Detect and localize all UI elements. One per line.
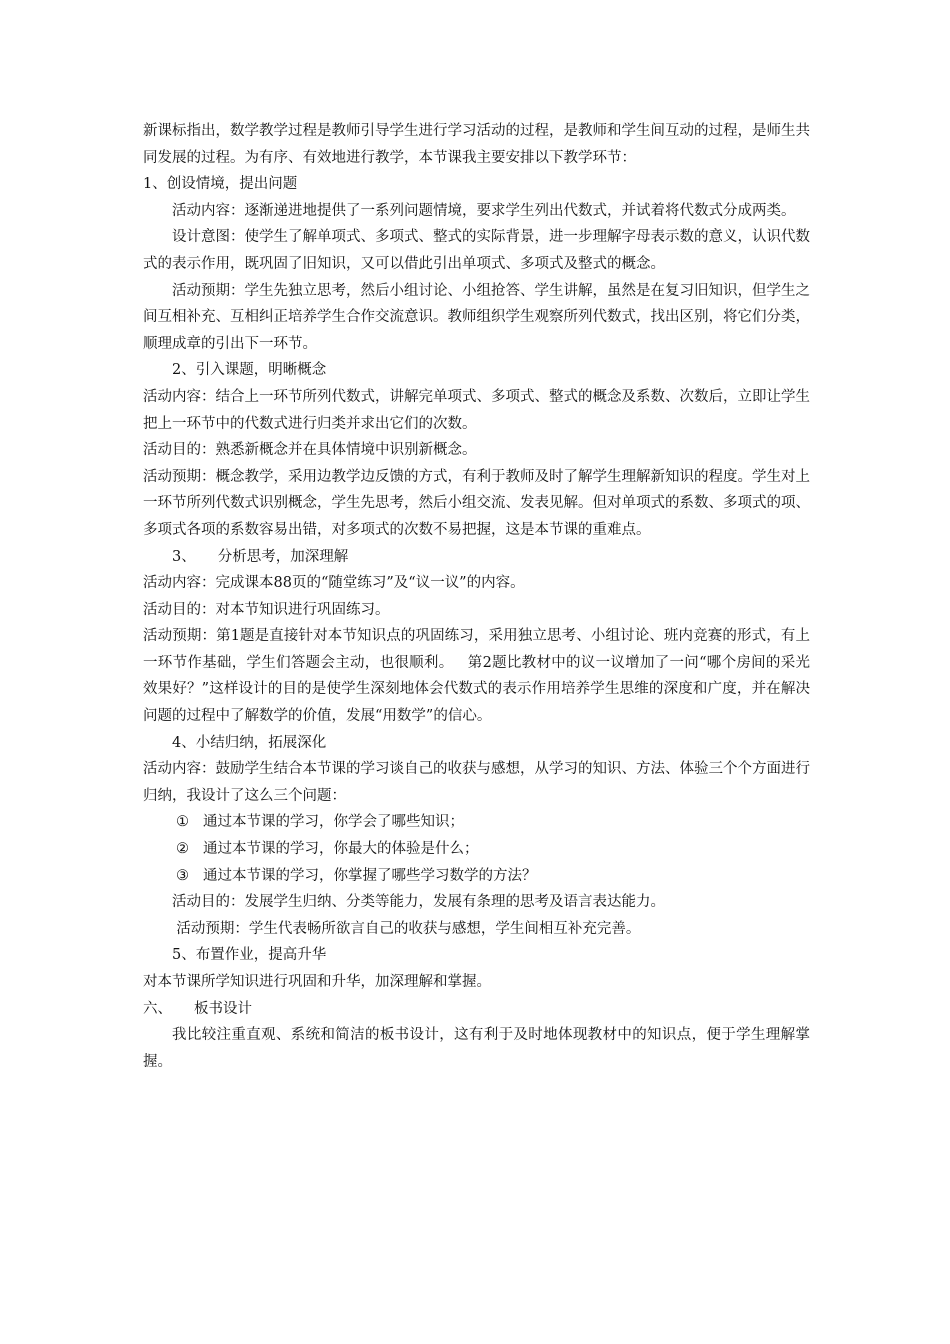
question-text-1: 通过本节课的学习，你学会了哪些知识；	[203, 814, 464, 831]
section-5-text: 对本节课所学知识进行巩固和升华，加深理解和掌握。	[143, 974, 491, 990]
intro-paragraph: 新课标指出，数学教学过程是教师引导学生进行学习活动的过程，是教师和学生间互动的过程，是师生共同发展的过程。为有序、有效地进行教学，本节课我主要安排以下教学环节：	[143, 123, 810, 166]
section-3-expectation-part-1: 活动预期：第1题是直接针对本节知识点的巩固练习，采用独立思考、小组讨论、班内竞赛的形式，有上一环节作基础，学生们答题会主动，也很顺利。	[143, 628, 810, 671]
section-3-number: 3、	[172, 548, 196, 565]
section-3-expectation-part-2: 第2题比教材中的议一议增加了一问“哪个房间的采光效果好？”这样设计的目的是使学生深刻地体会代数式的表示作用培养学生思维的深度和广度，并在解决问题的过程中了解数学的价值，发展“用数学”的信心。	[143, 654, 810, 725]
section-2-heading: 2、引入课题，明晰概念	[172, 362, 327, 379]
section-2-activity-goal: 活动目的：熟悉新概念并在具体情境中识别新概念。	[143, 442, 477, 459]
question-text-3: 通过本节课的学习，你掌握了哪些学习数学的方法？	[203, 867, 537, 884]
board-design-heading	[143, 996, 810, 1023]
section-4-activity-content: 活动内容：鼓励学生结合本节课的学习谈自己的收获与感想，从学习的知识、方法、体验三个个方面进行归纳，我设计了这么三个问题：	[143, 761, 810, 804]
section-5-heading: 5、布置作业，提高升华	[172, 947, 327, 964]
section-1-activity-expectation: 活动预期：学生先独立思考，然后小组讨论、小组抢答、学生讲解，虽然是在复习旧知识，但学生之间互相补充、互相纠正培养学生合作交流意识。教师组织学生观察所列代数式，找出区别，将它们分类，顺理成章的引出下一环节。	[143, 282, 810, 352]
section-4-activity-expectation: 活动预期：学生代表畅所欲言自己的收获与感想，学生间相互补充完善。	[176, 920, 641, 937]
question-marker-1: ①	[176, 814, 189, 831]
board-design-title: 板书设计	[194, 1000, 252, 1017]
question-marker-2: ②	[176, 841, 189, 858]
section-2-activity-expectation: 活动预期：概念教学，采用边教学边反馈的方式，有利于教师及时了解学生理解新知识的程度。学生对上一环节所列代数式识别概念，学生先思考，然后小组交流、发表见解。但对单项式的系数、多项式的项、多项式各项的系数容易出错，对多项式的次数不易把握，这是本节课的重难点。	[143, 468, 810, 538]
section-3-heading	[143, 544, 810, 571]
section-4-heading: 4、小结归纳，拓展深化	[172, 734, 327, 751]
section-3-activity-goal: 活动目的：对本节知识进行巩固练习。	[143, 601, 390, 618]
section-3-activity-expectation	[143, 623, 810, 729]
board-design-number: 六、	[143, 1000, 172, 1017]
section-1-design-intent: 设计意图：使学生了解单项式、多项式、整式的实际背景，进一步理解字母表示数的意义，认识代数式的表示作用，既巩固了旧知识，又可以借此引出单项式、多项式及整式的概念。	[143, 229, 810, 272]
section-4-activity-goal: 活动目的：发展学生归纳、分类等能力，发展有条理的思考及语言表达能力。	[172, 894, 665, 911]
section-2-activity-content: 活动内容：结合上一环节所列代数式，讲解完单项式、多项式、整式的概念及系数、次数后，立即让学生把上一环节中的代数式进行归类并求出它们的次数。	[143, 388, 810, 432]
board-design-text: 我比较注重直观、系统和简洁的板书设计，这有利于及时地体现教材中的知识点，便于学生理解掌握。	[143, 1027, 810, 1070]
document-body	[143, 118, 810, 1075]
section-1-activity-content: 活动内容：逐渐递进地提供了一系列问题情境，要求学生列出代数式，并试着将代数式分成两类。	[172, 202, 796, 219]
section-3-activity-content: 活动内容：完成课本88页的“随堂练习”及“议一议”的内容。	[143, 575, 525, 592]
question-text-2: 通过本节课的学习，你最大的体验是什么；	[203, 841, 479, 858]
section-1-heading: 1、创设情境，提出问题	[143, 176, 298, 193]
question-item-1	[143, 809, 810, 836]
question-item-3	[143, 863, 810, 890]
question-marker-3: ③	[176, 867, 189, 884]
question-item-2	[143, 836, 810, 863]
section-3-title: 分析思考，加深理解	[217, 548, 349, 565]
